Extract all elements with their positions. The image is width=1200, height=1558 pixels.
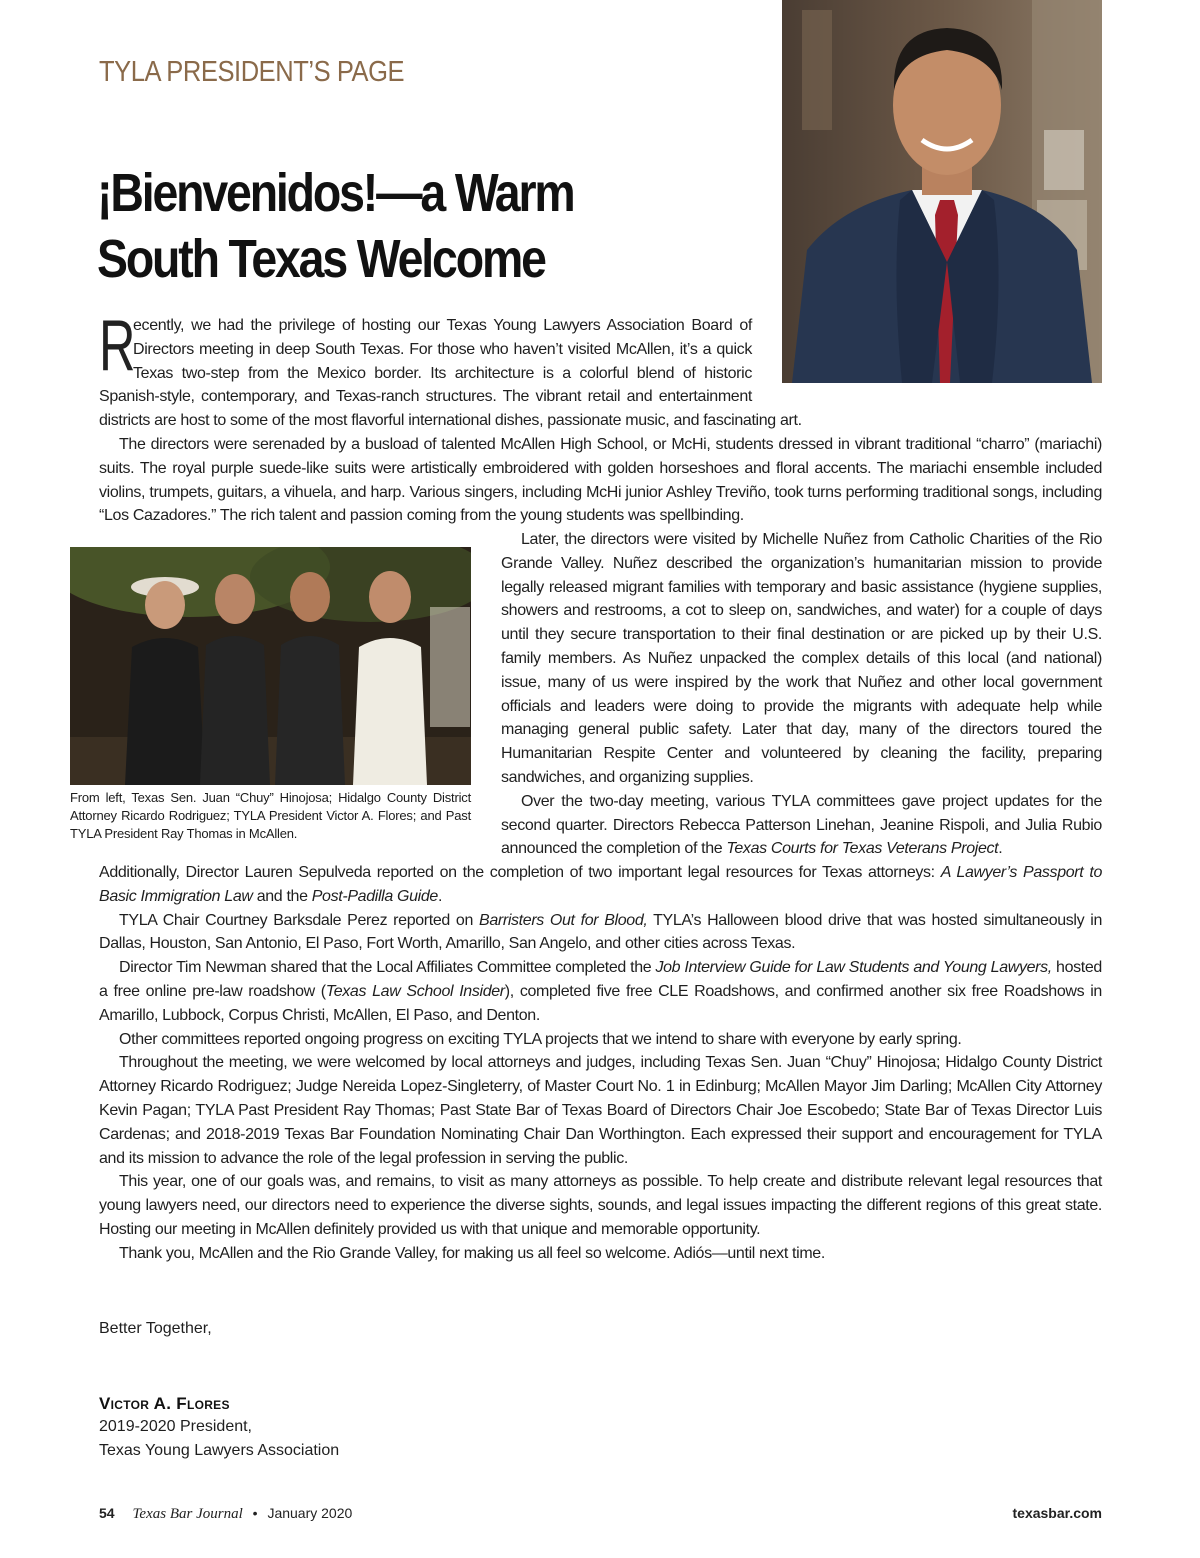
page-number: 54: [99, 1505, 115, 1521]
article-right-column: [501, 528, 1102, 861]
headline-line-1: ¡Bienvenidos!—a Warm: [97, 163, 574, 223]
website-link[interactable]: texasbar.com: [1012, 1505, 1102, 1521]
paragraph-8: Throughout the meeting, we were welcomed by local attorneys and judges, including Texas Sen. Juan “Chuy” Hinojosa; Hidalgo County District Attorney Ricardo Rodriguez; Judge Nereida Lopez-Singleterry, of Master Court No. 1 in Edinburg; McAllen Mayor Jim Darling; McAllen City Attorney Kevin Pagan; TYLA Past President Ray Thomas; Past State Bar of Texas Board of Directors Chair Joe Escobedo; State Bar of Texas Director Luis Cardenas; and 2018-2019 Texas Bar Foundation Nominating Chair Dan Worthington. Each expressed their support and encouragement for TYLA and its mission to advance the role of the legal profession in serving the public.: [99, 1054, 1102, 1167]
paragraph-7: Other committees reported ongoing progress on exciting TYLA projects that we intend to share with everyone by early spring.: [119, 1030, 962, 1048]
article-lower-body: [99, 861, 1102, 1266]
paragraph-1: R ecently, we had the privilege of hosting our Texas Young Lawyers Association Board of Directors meeting in deep South Texas. For those who haven’t visited McAllen, it’s a quick Texas two-step from the Mexico border. Its architecture is a colorful blend of historic Spanish-style, contemporary, and Texas-ranch structures. The vibrant retail and entertainment districts are host to some of the most flavorful international dishes, passionate music, and fascinating art.: [99, 306, 802, 430]
page-footer: [99, 1505, 1102, 1523]
signoff: Better Together,: [99, 1320, 212, 1337]
signature-title-1: 2019-2020 President,: [99, 1418, 252, 1435]
signature-name: Victor A. Flores: [99, 1394, 230, 1413]
headline-line-2: South Texas Welcome: [97, 229, 545, 289]
issue-date: January 2020: [267, 1505, 353, 1521]
paragraph-9: This year, one of our goals was, and remains, to visit as many attorneys as possible. To help create and distribute relevant legal resources that young lawyers need, our directors need to experience the diverse sights, sounds, and legal issues impacting the different regions of this great state. Hosting our meeting in McAllen definitely provided us with that unique and memorable opportunity.: [99, 1173, 1102, 1238]
paragraph-4a: Over the two-day meeting, various TYLA committees gave project updates for the second quarter. Directors Rebecca Patterson Linehan, Jeanine Rispoli, and Julia Rubio announced the completion of the Texas Courts for Texas Veterans Project.: [501, 792, 1102, 858]
paragraph-10: Thank you, McAllen and the Rio Grande Valley, for making us all feel so welcome. Adiós—until next time.: [119, 1244, 825, 1262]
article-headline: [97, 160, 716, 292]
footer-separator: •: [252, 1505, 258, 1521]
portrait-text-wrap-spacer: [752, 314, 1102, 409]
section-kicker: TYLA PRESIDENT’S PAGE: [99, 56, 405, 88]
paragraph-6: Director Tim Newman shared that the Local Affiliates Committee completed the Job Interview Guide for Law Students and Young Lawyers, hosted a free online pre-law roadshow (Texas Law School Insider), completed five free CLE Roadshows, and confirmed another six free Roadshows in Amarillo, Lubbock, Corpus Christi, McAllen, El Paso, and Denton.: [99, 959, 1102, 1024]
paragraph-3: Later, the directors were visited by Michelle Nuñez from Catholic Charities of the Rio Grande Valley. Nuñez described the organization’s humanitarian mission to provide legally released migrant families with temporary and basic assistance (hygiene supplies, showers and restrooms, a cot to sleep on, sandwiches, and water) for a couple of days until they secure transportation to their final destination or are picked up by their U.S. family members. As Nuñez unpacked the complex details of this local (and national) issue, many of us were inspired by the work that Nuñez and other local government officials and leaders were doing to provide the migrants with adequate help while managing general public safety. Later that day, many of the directors toured the Humanitarian Respite Center and volunteered by cleaning the facility, preparing sandwiches, and organizing supplies.: [501, 531, 1102, 786]
paragraph-4b: Additionally, Director Lauren Sepulveda reported on the completion of two important legal resources for Texas attorneys: A Lawyer’s Passport to Basic Immigration Law and the Post-Padilla Guide.: [99, 864, 1102, 905]
drop-cap: R: [99, 306, 136, 386]
paragraph-2: The directors were serenaded by a busload of talented McAllen High School, or McHi, students dressed in vibrant traditional “charro” (mariachi) suits. The royal purple suede-like suits were artistically embroidered with golden horseshoes and floral accents. The mariachi ensemble included violins, trumpets, guitars, a vihuela, and harp. Various singers, including McHi junior Ashley Treviño, took turns performing traditional songs, including “Los Cazadores.” The rich talent and passion coming from the young students was spellbinding.: [99, 435, 1102, 525]
journal-name: Texas Bar Journal: [132, 1506, 243, 1522]
article-intro: [99, 306, 1102, 528]
group-photo: [70, 547, 471, 785]
signature-title-2: Texas Young Lawyers Association: [99, 1442, 340, 1459]
paragraph-5: TYLA Chair Courtney Barksdale Perez reported on Barristers Out for Blood, TYLA’s Halloween blood drive that was hosted simultaneously in Dallas, Houston, San Antonio, El Paso, Fort Worth, Amarillo, San Angelo, and other cities across Texas.: [99, 911, 1103, 953]
photo-caption: From left, Texas Sen. Juan “Chuy” Hinojosa; Hidalgo County District Attorney Ricardo Rodriguez; TYLA President Victor A. Flores; and Past TYLA President Ray Thomas in McAllen.: [70, 790, 471, 841]
